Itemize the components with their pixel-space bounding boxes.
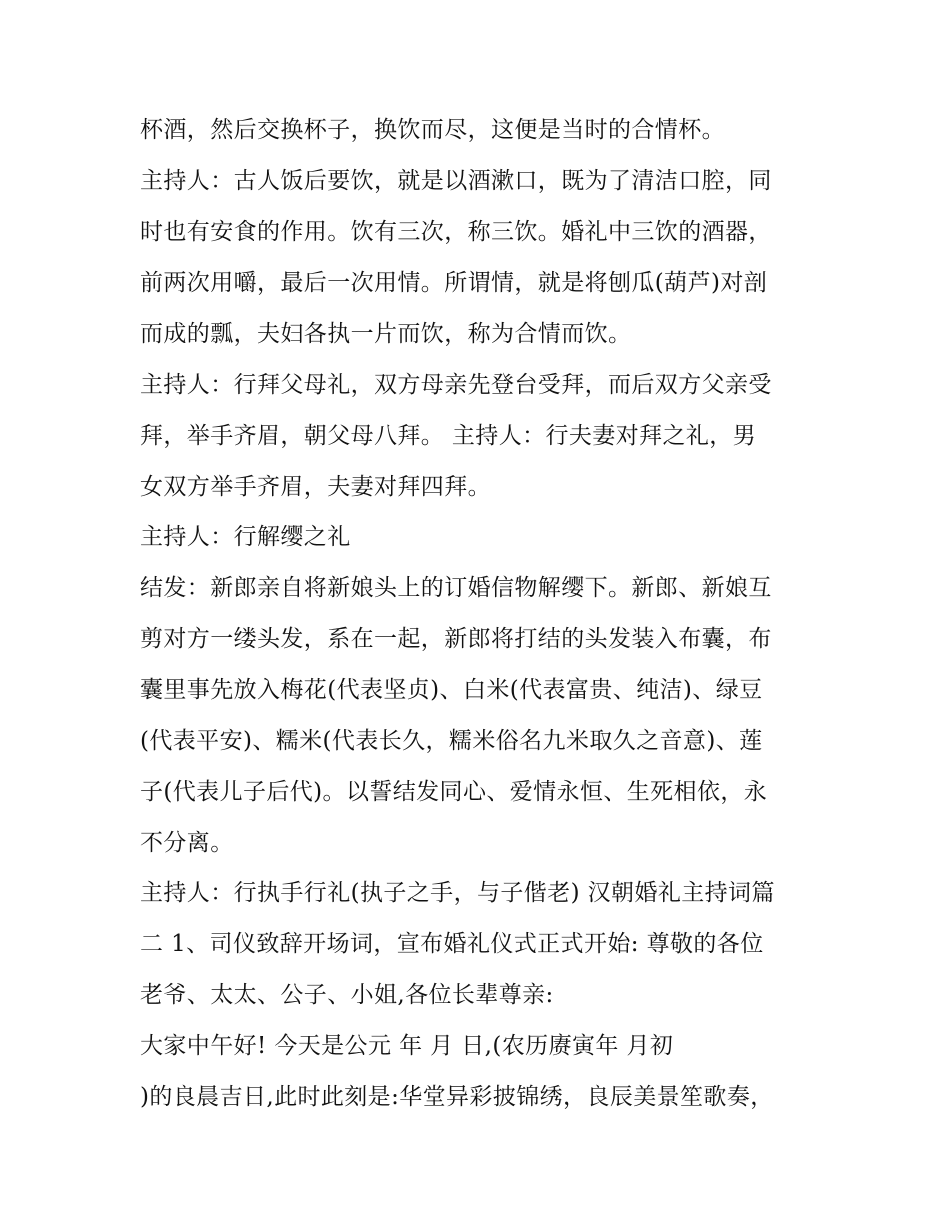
- text-line: 前两次用嚼，最后一次用情。所谓情，就是将刨瓜(葫芦)对剖: [140, 270, 768, 296]
- text-line: )的良晨吉日,此时此刻是:华堂异彩披锦绣，良辰美景笙歌奏，: [140, 1084, 774, 1110]
- text-line: 主持人：行拜父母礼，双方母亲先登台受拜，而后双方父亲受: [140, 372, 772, 398]
- text-line: 老爷、太太、公子、小姐,各位长辈尊亲:: [140, 982, 554, 1008]
- text-line: (代表平安)、糯米(代表长久，糯米俗名九米取久之音意)、莲: [140, 728, 763, 754]
- text-line: 大家中午好! 今天是公元 年 月 日,(农历赓寅年 月初: [140, 1033, 674, 1059]
- text-line: 主持人：行解缨之礼: [140, 524, 351, 550]
- text-line: 剪对方一缕头发，系在一起，新郎将打结的头发装入布囊，布: [140, 626, 772, 652]
- text-line: 而成的瓢，夫妇各执一片而饮，称为合情而饮。: [140, 321, 632, 347]
- text-line: 拜，举手齐眉，朝父母八拜。 主持人：行夫妻对拜之礼，男: [140, 423, 757, 449]
- text-line: 时也有安食的作用。饮有三次，称三饮。婚礼中三饮的酒器，: [140, 219, 772, 245]
- text-line: 女双方举手齐眉，夫妻对拜四拜。: [140, 474, 491, 500]
- text-line: 主持人：古人饭后要饮，就是以酒漱口，既为了清洁口腔，同: [140, 168, 772, 194]
- text-line: 子(代表儿子后代)。以誓结发同心、爱情永恒、生死相依，永: [140, 779, 768, 805]
- text-line: 二 1、司仪致辞开场词，宣布婚礼仪式正式开始: 尊敬的各位: [140, 931, 764, 957]
- text-line: 不分离。: [140, 830, 234, 856]
- text-line: 主持人：行执手行礼(执子之手，与子偕老) 汉朝婚礼主持词篇: [140, 880, 775, 906]
- text-line: 杯酒，然后交换杯子，换饮而尽，这便是当时的合情杯。: [140, 117, 725, 143]
- text-line: 囊里事先放入梅花(代表坚贞)、白米(代表富贵、纯洁)、绿豆: [140, 677, 763, 703]
- text-line: 结发：新郎亲自将新娘头上的订婚信物解缨下。新郎、新娘互: [140, 575, 772, 601]
